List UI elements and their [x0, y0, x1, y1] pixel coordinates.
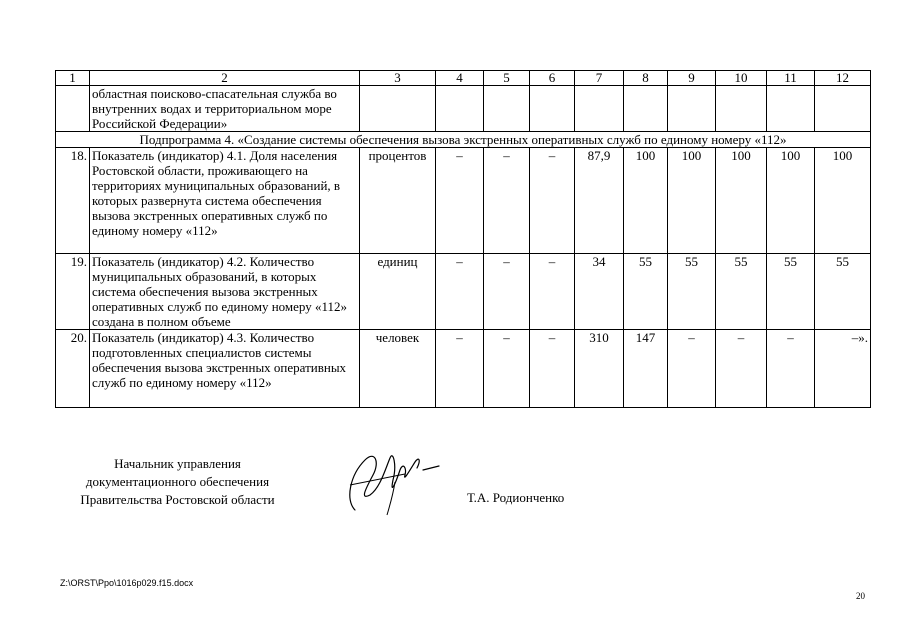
header-cell: 1 [56, 71, 90, 86]
header-cell: 7 [575, 71, 624, 86]
header-cell: 11 [767, 71, 815, 86]
value-cell: 100 [624, 148, 668, 254]
signatory-line: Начальник управления [114, 456, 241, 471]
page-number: 20 [856, 591, 865, 601]
header-row [56, 71, 871, 86]
header-cell: 10 [716, 71, 767, 86]
value-cell: – [668, 330, 716, 408]
table-cell [668, 86, 716, 132]
signatory-line: документационного обеспечения [85, 474, 270, 489]
value-cell: 100 [716, 148, 767, 254]
handwritten-signature [335, 440, 445, 520]
value-cell: – [716, 330, 767, 408]
table-cell [767, 86, 815, 132]
value-cell: 55 [767, 254, 815, 330]
value-cell: – [767, 330, 815, 408]
table-row [56, 330, 871, 408]
subprogram-title: Подпрограмма 4. «Создание системы обеспечения вызова экстренных оперативных служб по единому номеру «112» [56, 132, 871, 148]
table-cell [716, 86, 767, 132]
table-cell [360, 86, 436, 132]
row-number: 18. [56, 148, 90, 254]
row-number: 19. [56, 254, 90, 330]
unit-cell: человек [360, 330, 436, 408]
header-cell: 2 [90, 71, 360, 86]
value-cell: 100 [767, 148, 815, 254]
header-cell: 9 [668, 71, 716, 86]
value-cell: – [484, 148, 530, 254]
continuation-text: областная поисково-спасательная служба во внутренних водах и территориальном море Российской Федерации» [90, 86, 360, 132]
value-cell: – [530, 148, 575, 254]
value-cell: 34 [575, 254, 624, 330]
value-cell: – [530, 254, 575, 330]
value-cell: 100 [668, 148, 716, 254]
table-cell [530, 86, 575, 132]
value-cell: 55 [668, 254, 716, 330]
table-cell [624, 86, 668, 132]
table-cell [484, 86, 530, 132]
indicator-name: Показатель (индикатор) 4.3. Количество подготовленных специалистов системы обеспечения вызова экстренных оперативных служб по единому номеру «112» [90, 330, 360, 408]
unit-cell: единиц [360, 254, 436, 330]
indicator-name: Показатель (индикатор) 4.2. Количество муниципальных образований, в которых система обеспечения вызова экстренных оперативных служб по единому номеру «112» создана в полном объеме [90, 254, 360, 330]
value-cell: 87,9 [575, 148, 624, 254]
value-cell: – [436, 148, 484, 254]
indicators-table [55, 70, 871, 408]
file-path: Z:\ORST\Ppo\1016p029.f15.docx [60, 578, 194, 588]
continuation-row [56, 86, 871, 132]
value-cell: 55 [716, 254, 767, 330]
value-cell: – [436, 330, 484, 408]
value-cell: 100 [815, 148, 871, 254]
header-cell: 8 [624, 71, 668, 86]
signatory-title [60, 455, 295, 509]
table-row [56, 254, 871, 330]
value-cell: – [484, 330, 530, 408]
value-cell: – [436, 254, 484, 330]
header-cell: 4 [436, 71, 484, 86]
value-cell: – [530, 330, 575, 408]
signatory-line: Правительства Ростовской области [80, 492, 275, 507]
header-cell: 6 [530, 71, 575, 86]
value-cell: 55 [624, 254, 668, 330]
value-cell: 147 [624, 330, 668, 408]
value-cell: –». [815, 330, 871, 408]
table-cell [436, 86, 484, 132]
subprogram-row [56, 132, 871, 148]
table-cell [56, 86, 90, 132]
value-cell: 310 [575, 330, 624, 408]
value-cell: 55 [815, 254, 871, 330]
header-cell: 5 [484, 71, 530, 86]
table-cell [815, 86, 871, 132]
header-cell: 3 [360, 71, 436, 86]
header-cell: 12 [815, 71, 871, 86]
table-row [56, 148, 871, 254]
signatory-name: Т.А. Родионченко [467, 490, 565, 505]
row-number: 20. [56, 330, 90, 408]
table-cell [575, 86, 624, 132]
indicator-name: Показатель (индикатор) 4.1. Доля населения Ростовской области, проживающего на территориях муниципальных образований, в которых развернута система обеспечения вызова экстренных оперативных служб по единому номеру «112» [90, 148, 360, 254]
value-cell: – [484, 254, 530, 330]
unit-cell: процентов [360, 148, 436, 254]
